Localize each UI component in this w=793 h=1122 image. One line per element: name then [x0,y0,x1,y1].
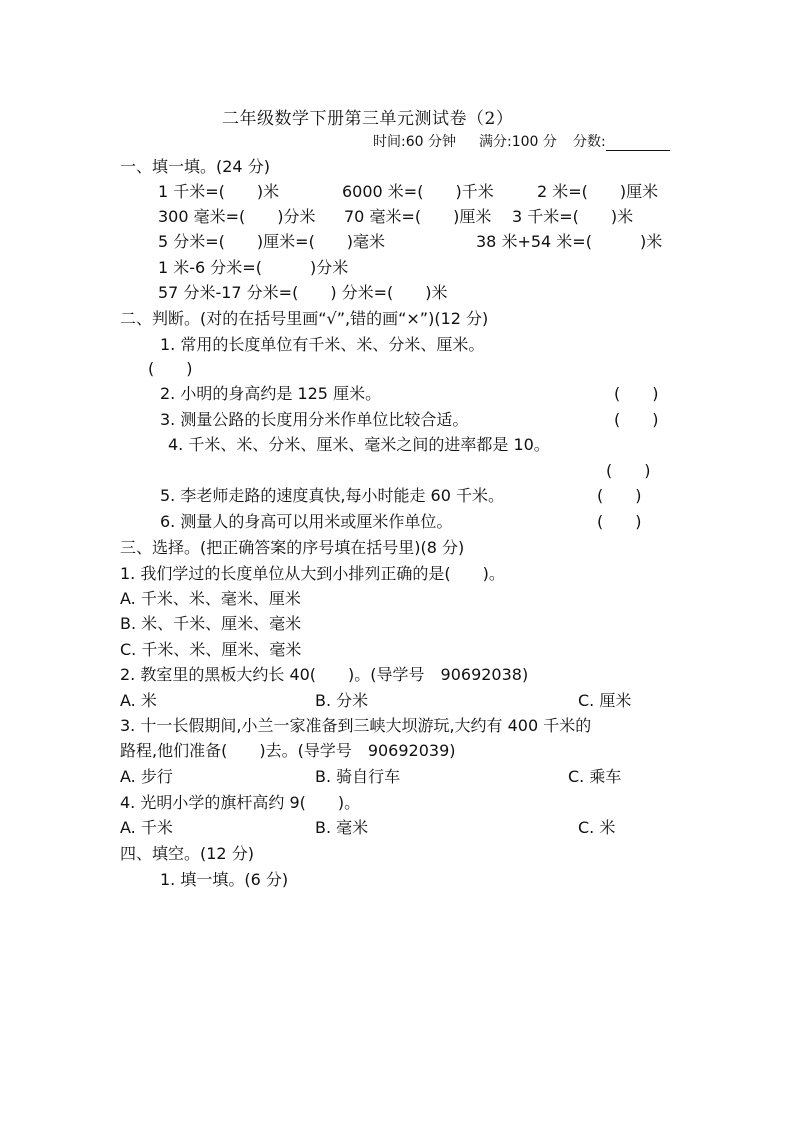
judge-answer-bracket[interactable]: ( ) [606,461,651,480]
score-label [573,133,670,151]
choice-option[interactable]: A. 千米、米、毫米、厘米 [120,589,301,608]
choice-option[interactable]: B. 毫米 [315,818,369,837]
s1-item: 5 分米=( )厘米=( )毫米 [158,232,386,251]
choice-question-3-cont: 路程,他们准备( )去。(导学号 90692039) [120,741,456,760]
choice-option[interactable]: B. 米、千米、厘米、毫米 [120,614,302,633]
fill-question-1: 1. 填一填。(6 分) [160,870,289,889]
section-3-heading: 三、选择。(把正确答案的序号填在括号里)(8 分) [120,538,465,557]
choice-option[interactable]: B. 分米 [315,691,369,710]
choice-question-1: 1. 我们学过的长度单位从大到小排列正确的是( )。 [120,564,505,583]
full-score: 满分:100 分 [479,134,557,150]
judge-answer-bracket[interactable]: ( ) [148,359,193,378]
s1-item: 57 分米-17 分米=( ) 分米=( )米 [158,283,448,302]
choice-option[interactable]: C. 千米、米、厘米、毫米 [120,640,302,659]
page-title: 二年级数学下册第三单元测试卷（2） [222,109,514,129]
s1-item: 1 千米=( )米 [158,182,280,201]
section-1-heading: 一、填一填。(24 分) [120,157,270,176]
judge-answer-bracket[interactable]: ( ) [614,384,659,403]
judge-answer-bracket[interactable]: ( ) [597,486,642,505]
s1-item: 6000 米=( )千米 [342,182,494,201]
judge-answer-bracket[interactable]: ( ) [597,512,642,531]
choice-option[interactable]: B. 骑自行车 [315,767,401,786]
choice-option[interactable]: A. 步行 [120,767,173,786]
section-4-heading: 四、填空。(12 分) [120,844,254,863]
score-label-text: 分数: [573,134,606,150]
choice-option[interactable]: A. 米 [120,691,157,710]
judge-question-2: 2. 小明的身高约是 125 厘米。 [160,384,382,403]
choice-option[interactable]: A. 千米 [120,818,173,837]
choice-question-2: 2. 教室里的黑板大约长 40( )。(导学号 90692038) [120,665,529,684]
choice-option[interactable]: C. 乘车 [568,767,622,786]
s1-item: 70 毫米=( )厘米 [344,207,492,226]
choice-option[interactable]: C. 米 [578,818,616,837]
judge-question-3: 3. 测量公路的长度用分米作单位比较合适。 [160,410,469,429]
s1-item: 3 千米=( )米 [512,207,634,226]
judge-question-6: 6. 测量人的身高可以用米或厘米作单位。 [160,512,453,531]
section-2-heading: 二、判断。(对的在括号里画“√”,错的画“×”)(12 分) [120,309,489,328]
judge-question-4: 4. 千米、米、分米、厘米、毫米之间的进率都是 10。 [168,435,550,454]
time-limit: 时间:60 分钟 [373,134,456,150]
choice-question-3: 3. 十一长假期间,小兰一家准备到三峡大坝游玩,大约有 400 千米的 [120,716,592,735]
judge-answer-bracket[interactable]: ( ) [614,410,659,429]
judge-question-1: 1. 常用的长度单位有千米、米、分米、厘米。 [160,335,485,354]
s1-item: 2 米=( )厘米 [537,182,659,201]
choice-question-4: 4. 光明小学的旗杆高约 9( )。 [120,793,361,812]
score-blank[interactable] [606,136,670,151]
s1-item: 38 米+54 米=( )米 [476,232,663,251]
judge-question-5: 5. 李老师走路的速度真快,每小时能走 60 千米。 [160,486,504,505]
s1-item: 300 毫米=( )分米 [158,207,316,226]
choice-option[interactable]: C. 厘米 [578,691,632,710]
s1-item: 1 米-6 分米=( )分米 [158,258,349,277]
